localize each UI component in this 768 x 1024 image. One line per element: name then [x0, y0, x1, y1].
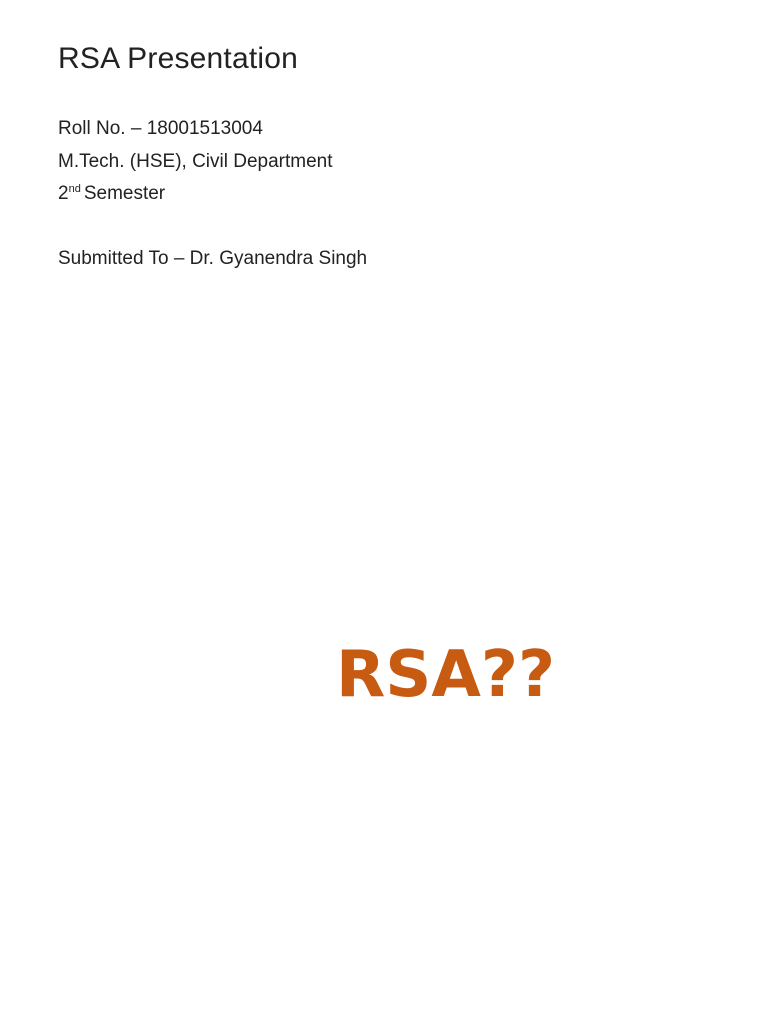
semester-line: [58, 180, 367, 213]
program-line: M.Tech. (HSE), Civil Department: [58, 150, 333, 172]
roll-number-line: Roll No. – 18001513004: [58, 118, 263, 139]
semester-number: 2: [58, 183, 69, 204]
student-details: [58, 115, 367, 278]
line-spacer: [58, 213, 367, 246]
semester-ordinal-suffix: nd: [68, 183, 81, 195]
rsa-headline: RSA??: [336, 638, 556, 712]
semester-label: Semester: [83, 183, 166, 204]
page-title: RSA Presentation: [58, 42, 299, 75]
submitted-to-line: Submitted To – Dr. Gyanendra Singh: [58, 248, 368, 269]
